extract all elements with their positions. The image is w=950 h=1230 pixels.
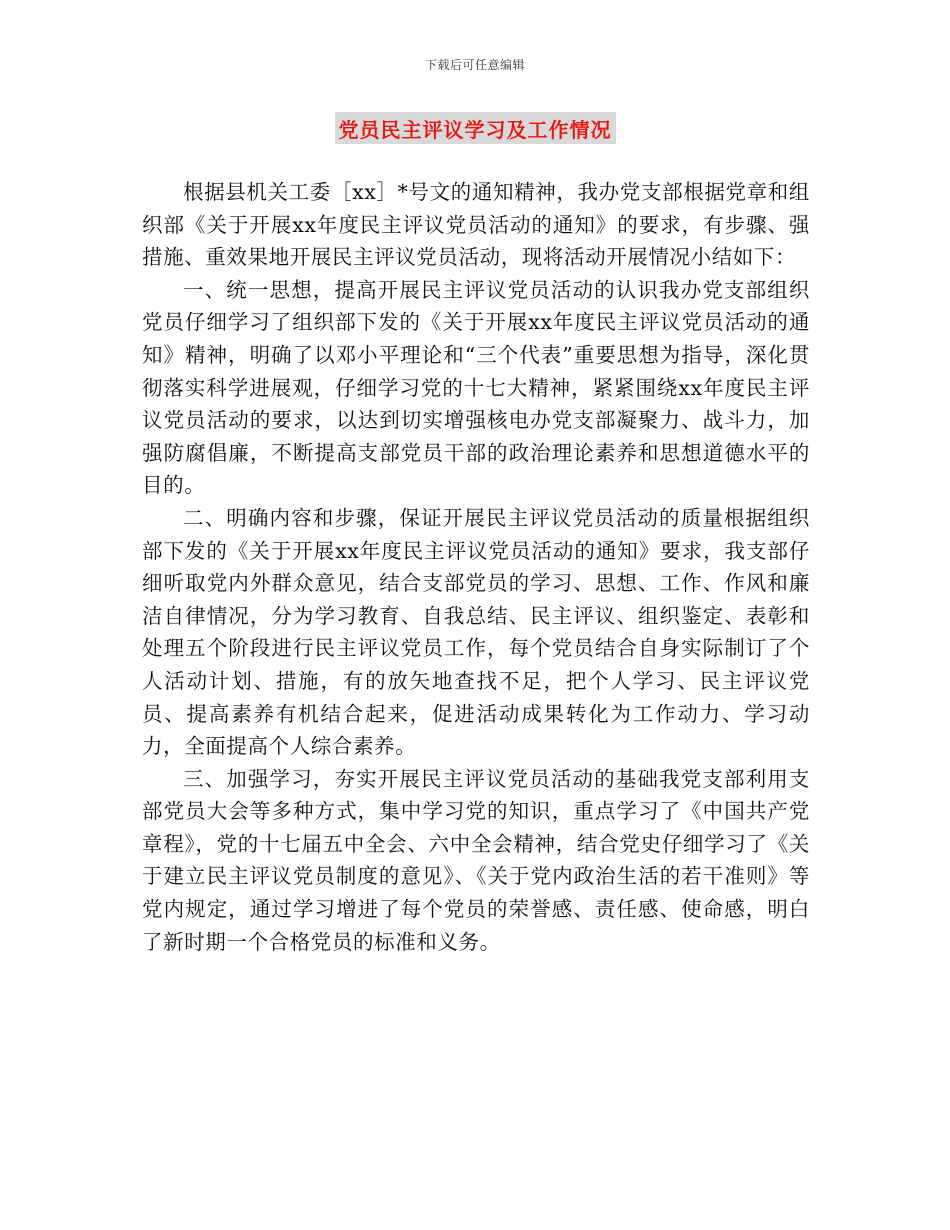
title-container xyxy=(0,112,950,144)
paragraph-section-3: 三、加强学习，夯实开展民主评议党员活动的基础我党支部利用支部党员大会等多种方式，集中学习党的知识，重点学习了《中国共产党章程》，党的十七届五中全会、六中全会精神，结合党史仔细学习了《关于建立民主评议党员制度的意见》、《关于党内政治生活的若干准则》等党内规定，通过学习增进了每个党员的荣誉感、责任感、使命感，明白了新时期一个合格党员的标准和义务。 xyxy=(142,766,810,954)
header-note: 下载后可任意编辑 xyxy=(424,58,525,72)
paragraph-intro: 根据县机关工委［xx］*号文的通知精神，我办党支部根据党章和组织部《关于开展xx年度民主评议党员活动的通知》的要求，有步骤、强措施、重效果地开展民主评议党员活动，现将活动开展情况小结如下： xyxy=(142,180,810,270)
document-title: 党员民主评议学习及工作情况 xyxy=(335,112,616,144)
paragraph-section-2: 二、明确内容和步骤，保证开展民主评议党员活动的质量根据组织部下发的《关于开展xx年度民主评议党员活动的通知》要求，我支部仔细听取党内外群众意见，结合支部党员的学习、思想、工作、作风和廉洁自律情况，分为学习教育、自我总结、民主评议、组织鉴定、表彰和处理五个阶段进行民主评议党员工作，每个党员结合自身实际制订了个人活动计划、措施，有的放矢地查找不足，把个人学习、民主评议党员、提高素养有机结合起来，促进活动成果转化为工作动力、学习动力，全面提高个人综合素养。 xyxy=(142,505,810,759)
paragraph-section-1: 一、统一思想，提高开展民主评议党员活动的认识我办党支部组织党员仔细学习了组织部下发的《关于开展xx年度民主评议党员活动的通知》精神，明确了以邓小平理论和“三个代表”重要思想为指导，深化贯彻落实科学进展观，仔细学习党的十七大精神，紧紧围绕xx年度民主评议党员活动的要求，以达到切实增强核电办党支部凝聚力、战斗力，加强防腐倡廉，不断提高支部党员干部的政治理论素养和思想道德水平的目的。 xyxy=(142,277,810,498)
document-body xyxy=(142,176,810,958)
